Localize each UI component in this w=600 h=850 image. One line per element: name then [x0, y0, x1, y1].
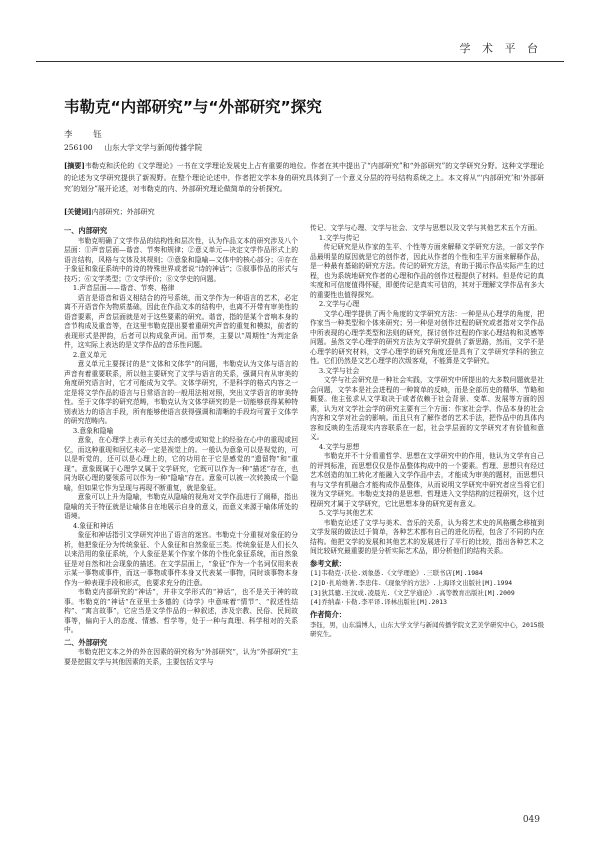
reference-entry: [1]韦勒克·沃伦.刘象愚.《文学理论》.三联书店[M].1984 — [310, 569, 483, 577]
left-column — [64, 224, 298, 667]
reference-entry: [2]D·扎哈维著.李忠伟.《现象学的方法》.上海译文出版社[M].1994 — [310, 578, 513, 587]
paragraph: 韦勒克论述了文学与美术、音乐的关系，认为将艺术史的风格概念移植到文学发展的做法过于简单，各种艺术都有自己的进化历程，包含了不同的内在结构。他把文学的发展和其他艺术的发展进行了平行的比较，指出各种艺术之间比较研究最重要的是分析实际艺术品，即分析他们的结构关系。 — [310, 518, 544, 555]
subsection-heading: 4.象征和神话 — [72, 521, 114, 530]
subsection-heading: 1.声音层面——谐音、节奏、格律 — [72, 284, 175, 292]
subsection-heading: 2.意义单元 — [72, 350, 107, 359]
section-label: 学 术 平 台 — [459, 42, 542, 55]
reference-entry: [3]狄其骢.王汶成.凌晨光.《文艺学通论》.高等教育出版社[M].2009 — [310, 588, 515, 597]
paragraph: 象征和神话指引文学研究冲出了语言的迷宫。韦勒克十分重视对象征的分析，他把象征分为传统象征、个人象征和自然象征三类。传统象征是人们长久以来沿用的象征系统，个人象征是某个作家个体的个性化象征系统，而自然象征是对自然和社会现象的描述。在文学层面上，“象征”作为一个名词仅用来表示某一事物或事件，而这一事物或事件本身又代表某一事物，同时该事物本身作为一种表现手段和形式，也要求充分的注意。 — [64, 531, 298, 587]
author-name: 李 钰 — [64, 130, 111, 140]
paragraph: 韦勒克把文本之外的外在因素的研究称为“外部研究”，认为“外部研究”主要是挖掘文学与其他因素的关系，主要包括文学与 — [64, 648, 298, 666]
paragraph: 文学与社会研究是一种社会实践，文学研究中所提出的大多数问题就是社会问题，文学本是社会进程的一种简单的反映，而是全部历史的精华、节略和概要。他主张求从文学取决于或者依赖于社会背景、变革、发展等方面的因素，认为对文学社会学的研究主要有三个方面：作家社会学、作品本身的社会内容和文学对社会的影响。而且只有了解作者的艺术手法，把作品中的具体内容和反映的生活现实内容联系在一起，社会学层面的文学研究才有价值和意义。 — [310, 376, 544, 441]
section-heading: 一、内部研究 — [64, 226, 108, 235]
keywords-text: 内部研究；外部研究 — [91, 208, 155, 216]
affiliation-code: 256100 — [64, 143, 93, 152]
affiliation — [64, 142, 202, 153]
abstract-text: 韦勒克和沃伦的《文学理论》一书在文学理论发展史上占有重要的地位。作者在其中提出了“内部研究”和“外部研究”的文学研究分野。这种文学理论的论述为文学研究提供了新视野。在整个理论论述中，作者把文学本身的研究具体到了一个意义分层的符号结构系统之上。本文将从“‘内部研究’和‘外部研究’的划分”展开论述，对韦勒克的内、外部研究理论做简单的分析探究。 — [64, 162, 544, 193]
subsection-heading: 5.文学与其他艺术 — [318, 509, 373, 517]
header-rule — [36, 61, 564, 62]
paragraph: 意象可以上升为隐喻，韦勒克从隐喻的视角对文学作品进行了阐释，指出隐喻的关于特征就是让喻体自在地展示自身的意义，而意义来源于喻体所处的语境。 — [64, 493, 298, 520]
section-heading: 二、外部研究 — [64, 637, 108, 647]
subsection-heading: 3.文学与社会 — [318, 366, 360, 375]
section-heading: 作者简介： — [310, 610, 346, 620]
keywords — [64, 206, 544, 218]
paragraph: 意义单元主要探讨的是“文体和文体学”的问题，韦勒克认为文体与语言的声音有着重要联系，所以他主要研究了文学与语言的关系，强调只有从审美的角度研究语言时，它才可能成为文学。文体学研究，不是科学的格式内容之一定是将文学作品的语言与日常语言的一般用法相对照，突出文学语言的审美特性。至于文体学的研究范畴，韦勒克认为文体学研究的是一切能够获得某种特别表达力的语言手段，所有能够使语言获得强调和清晰的手段均可置于文体学的研究范畴内。 — [64, 360, 298, 425]
reference-entry: [4]乔纳森·卡勒.李平译.译林出版社[M].2013 — [310, 598, 447, 607]
page-number: 049 — [522, 815, 540, 825]
reference-entry: 李钰，男，山东淄博人，山东大学文学与新闻传播学院文艺美学研究中心，2015级研究生。 — [310, 620, 544, 639]
article-title: 韦勒克“内部研究”与“外部研究”探究 — [64, 98, 322, 116]
subsection-heading: 4.文学与思想 — [318, 442, 360, 451]
paragraph: 韦勒克明确了文学作品的结构性和层次性，认为作品文本的研究涉及八个层面：①声音层面—谐音、节奏和规律；②意义单元—决定文学作品形式上的语言结构，风格与文体及其规则；③意象和隐喻—文体中的核心部分；④存在于象征和象征系统中的诗的特殊世界或者说“诗的神话”；⑤叙事作品的形式与技巧；⑥文学类型；⑦文学评价；⑧文学史的问题。 — [64, 236, 298, 283]
subsection-heading: 1.文学与传记 — [318, 233, 360, 242]
affiliation-name: 山东大学文学与新闻传播学院 — [104, 143, 203, 152]
paragraph: 韦勒克并不十分看重哲学、思想在文学研究中的作用，他认为文学有自己的评判标准，而思想仅仅是作品整体构成中的一个要素。哲理、思想只有经过艺术创造的加工转化才能融入文学作品中去，才能成为审美的题材，而思想只有与文学有机融合才能构成作品整体，从而说明文学研究中研究者应当将它们视为文学研究。韦勒克支持的是思想、哲理进入文学结构的过程研究，这个过程研究才属于文学研究，它比思想本身的研究更有意义。 — [310, 452, 544, 508]
subsection-heading: 3.意象和隐喻 — [72, 426, 114, 435]
abstract-label: [摘要] — [64, 161, 85, 170]
section-heading: 参考文献： — [310, 558, 346, 568]
keywords-label: [关键词] — [64, 207, 92, 216]
paragraph: 韦勒克内部研究的“神话”，并非文学形式的“神话”，也不是关于神的故事。韦勒克的“神话”在亚里士多德的《诗学》中意味着“情节”、“叙述性结构”、“寓言故事”，它应当是文学作品的一种叙述，涉及宗教、民俗、民间故事等，偏向于人的态度、情感、哲学等，处于一种与真理、科学相对的关系中。 — [64, 588, 298, 634]
paragraph: 文学心理学提供了两个角度的文学研究方法：一种是从心理学的角度，把作家当一种类型和个体来研究；另一种是对创作过程的研究或者指对文学作品中所表现的心理学类型和法则的研究，探讨创作过程的作家心理结构和灵感等问题。虽然文学心理学的研究方法为文学研究提供了新思路，然而，文学不是心理学的研究材料，文学心理学的研究角度还是具有了文学研究学科的独立性。它们仍然是文艺心理学的次级客观，不能算是文学研究。 — [310, 309, 544, 365]
paragraph: 意象，在心理学上表示有关过去的感受或知觉上的经验在心中的重现或回忆，而这种重现和回忆未必一定是视觉上的。一般认为意象可以是视觉的，可以是听觉的，还可以是心理上的，它的功用在于它是感觉的“遗留物”和“重现”。意象既属于心理学又属于文学研究，它既可以作为一种“描述”存在，也同为联心理的要领系可以作为一种“隐喻”存在。意象可以被一次转换成一个隐喻，但如果它作为呈现与再现不断重复，就是象征。 — [64, 436, 298, 492]
paragraph: 传记、文学与心理、文学与社会、文学与思想以及文学与其他艺术五个方面。 — [310, 224, 542, 232]
subsection-heading: 2.文学与心理 — [318, 300, 360, 308]
right-column — [310, 224, 544, 640]
abstract — [64, 160, 544, 196]
paragraph: 传记研究是从作家的生平、个性等方面来解释文学研究方法，一部文学作品最明显的原因就是它的创作者，因此从作者的个性和生平方面来解释作品，是一种最有基础的研究方法。传记的研究方法，有助于揭示作品实际产生的过程，也为系统地研究作者的心理和作品的创作过程提供了材料。但是传记的真实度和可信度值得怀疑，即便传记是真实可信的，其对于理解文学作品有多大的重要性也值得探究。 — [310, 243, 544, 299]
paragraph: 语言是语音和语义相结合的符号系统，而文学作为一种语言的艺术，必定离不开语音作为物质基础，因此在作品文本的结构中，也离不开带有审美性的语音要素，声音层面就是对于这些要素的研究。谐音，指的是某个音响本身的音节构成及重音等，在这里韦勒克提出要着重研究声音的重复和模拟，前者的表现形式是押韵，后者可以构成象声词。而节奏，主要以“周期性”为判定条件，这实际上表达的是文学作品的音乐性问题。 — [64, 293, 298, 349]
